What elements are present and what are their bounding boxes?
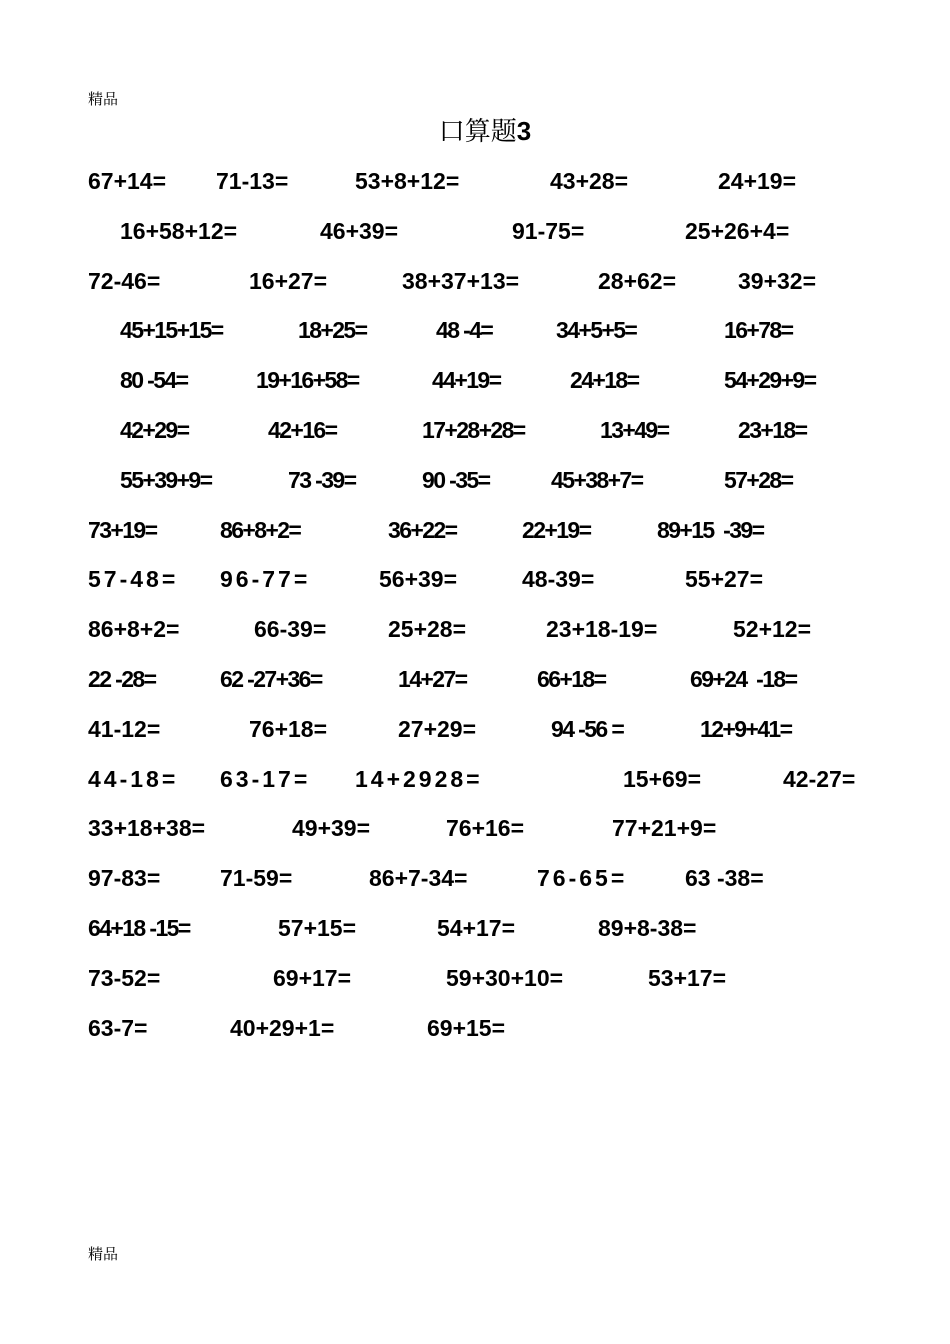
math-problem: 45+15+15=: [120, 317, 223, 343]
math-problem: 24+19=: [718, 168, 797, 194]
math-problem: 28+62=: [598, 268, 677, 294]
math-problem: 94 -56 =: [551, 716, 624, 742]
math-problem: 76-65=: [537, 865, 628, 891]
math-problem: 69+15=: [427, 1015, 506, 1041]
math-problem: 66+18=: [537, 666, 606, 692]
header-label: 精品: [88, 90, 119, 108]
math-problem: 42+29=: [120, 417, 189, 443]
problem-row: [0, 963, 950, 993]
math-problem: 54+29+9=: [724, 367, 816, 393]
math-problem: 86+7-34=: [369, 865, 468, 891]
math-problem: 64+18 -15=: [88, 915, 190, 941]
problem-row: [0, 216, 950, 246]
math-problem: 23+18-19=: [546, 616, 658, 642]
math-problem: 63-17=: [220, 766, 311, 792]
problem-row: [0, 465, 950, 495]
math-problem: 67+14=: [88, 168, 167, 194]
math-problem: 44-18=: [88, 766, 179, 792]
math-problem: 72-46=: [88, 268, 161, 294]
footer-label: 精品: [88, 1245, 119, 1263]
math-problem: 27+29=: [398, 716, 477, 742]
math-problem: 42-27=: [783, 766, 856, 792]
math-problem: 71-13=: [216, 168, 289, 194]
math-problem: 12+9+41=: [700, 716, 792, 742]
math-problem: 18+25=: [298, 317, 367, 343]
math-problem: 57+28=: [724, 467, 793, 493]
math-problem: 73-52=: [88, 965, 161, 991]
math-problem: 97-83=: [88, 865, 161, 891]
problem-row: [0, 515, 950, 545]
math-problem: 25+26+4=: [685, 218, 790, 244]
math-problem: 77+21+9=: [612, 815, 717, 841]
math-problem: 45+38+7=: [551, 467, 643, 493]
math-problem: 42+16=: [268, 417, 337, 443]
title-number: 3: [516, 116, 532, 146]
math-problem: 71-59=: [220, 865, 293, 891]
math-problem: 80 -54=: [120, 367, 188, 393]
math-problem: 76+18=: [249, 716, 328, 742]
math-problem: 66-39=: [254, 616, 327, 642]
math-problem: 86+8+2=: [88, 616, 180, 642]
problem-row: [0, 913, 950, 943]
math-problem: 25+28=: [388, 616, 467, 642]
math-problem: 34+5+5=: [556, 317, 637, 343]
math-problem: 41-12=: [88, 716, 161, 742]
math-problem: 43+28=: [550, 168, 629, 194]
math-problem: 48-39=: [522, 566, 595, 592]
problem-row: [0, 415, 950, 445]
math-problem: 16+78=: [724, 317, 793, 343]
math-problem: 16+27=: [249, 268, 328, 294]
math-problem: 39+32=: [738, 268, 817, 294]
problem-row: [0, 614, 950, 644]
math-problem: 73+19=: [88, 517, 157, 543]
page-title: [0, 115, 950, 148]
problem-row: [0, 1013, 950, 1043]
math-problem: 14+2928=: [355, 766, 483, 792]
math-problem: 90 -35=: [422, 467, 490, 493]
math-problem: 40+29+1=: [230, 1015, 335, 1041]
math-problem: 57+15=: [278, 915, 357, 941]
problem-row: [0, 813, 950, 843]
math-problem: 89+15 -39=: [657, 517, 764, 543]
math-problem: 23+18=: [738, 417, 807, 443]
problem-row: [0, 664, 950, 694]
math-problem: 63 -38=: [685, 865, 764, 891]
math-problem: 96-77=: [220, 566, 311, 592]
math-problem: 49+39=: [292, 815, 371, 841]
math-problem: 33+18+38=: [88, 815, 206, 841]
math-problem: 19+16+58=: [256, 367, 359, 393]
math-problem: 86+8+2=: [220, 517, 301, 543]
math-problem: 48 -4=: [436, 317, 493, 343]
math-problem: 76+16=: [446, 815, 525, 841]
math-problem: 89+8-38=: [598, 915, 697, 941]
math-problem: 56+39=: [379, 566, 458, 592]
math-problem: 13+49=: [600, 417, 669, 443]
math-problem: 69+24 -18=: [690, 666, 797, 692]
math-problem: 36+22=: [388, 517, 457, 543]
math-problem: 59+30+10=: [446, 965, 564, 991]
problem-row: [0, 863, 950, 893]
math-problem: 54+17=: [437, 915, 516, 941]
math-problem: 52+12=: [733, 616, 812, 642]
math-problem: 22+19=: [522, 517, 591, 543]
math-problem: 38+37+13=: [402, 268, 520, 294]
math-problem: 24+18=: [570, 367, 639, 393]
math-problem: 57-48=: [88, 566, 179, 592]
math-problem: 63-7=: [88, 1015, 148, 1041]
math-problem: 55+39+9=: [120, 467, 212, 493]
math-problem: 17+28+28=: [422, 417, 525, 443]
math-problem: 62 -27+36=: [220, 666, 322, 692]
math-problem: 15+69=: [623, 766, 702, 792]
math-problem: 53+8+12=: [355, 168, 460, 194]
math-problem: 69+17=: [273, 965, 352, 991]
math-problem: 16+58+12=: [120, 218, 238, 244]
math-problem: 55+27=: [685, 566, 764, 592]
math-problem: 53+17=: [648, 965, 727, 991]
math-problem: 44+19=: [432, 367, 501, 393]
problem-row: [0, 166, 950, 196]
problem-row: [0, 266, 950, 296]
math-problem: 91-75=: [512, 218, 585, 244]
problem-row: [0, 315, 950, 345]
problem-row: [0, 365, 950, 395]
math-problem: 14+27=: [398, 666, 467, 692]
problem-row: [0, 714, 950, 744]
math-problem: 46+39=: [320, 218, 399, 244]
title-text: 口算题: [438, 117, 517, 147]
math-problem: 22 -28=: [88, 666, 156, 692]
math-problem: 73 -39=: [288, 467, 356, 493]
problem-row: [0, 764, 950, 794]
problem-row: [0, 564, 950, 594]
